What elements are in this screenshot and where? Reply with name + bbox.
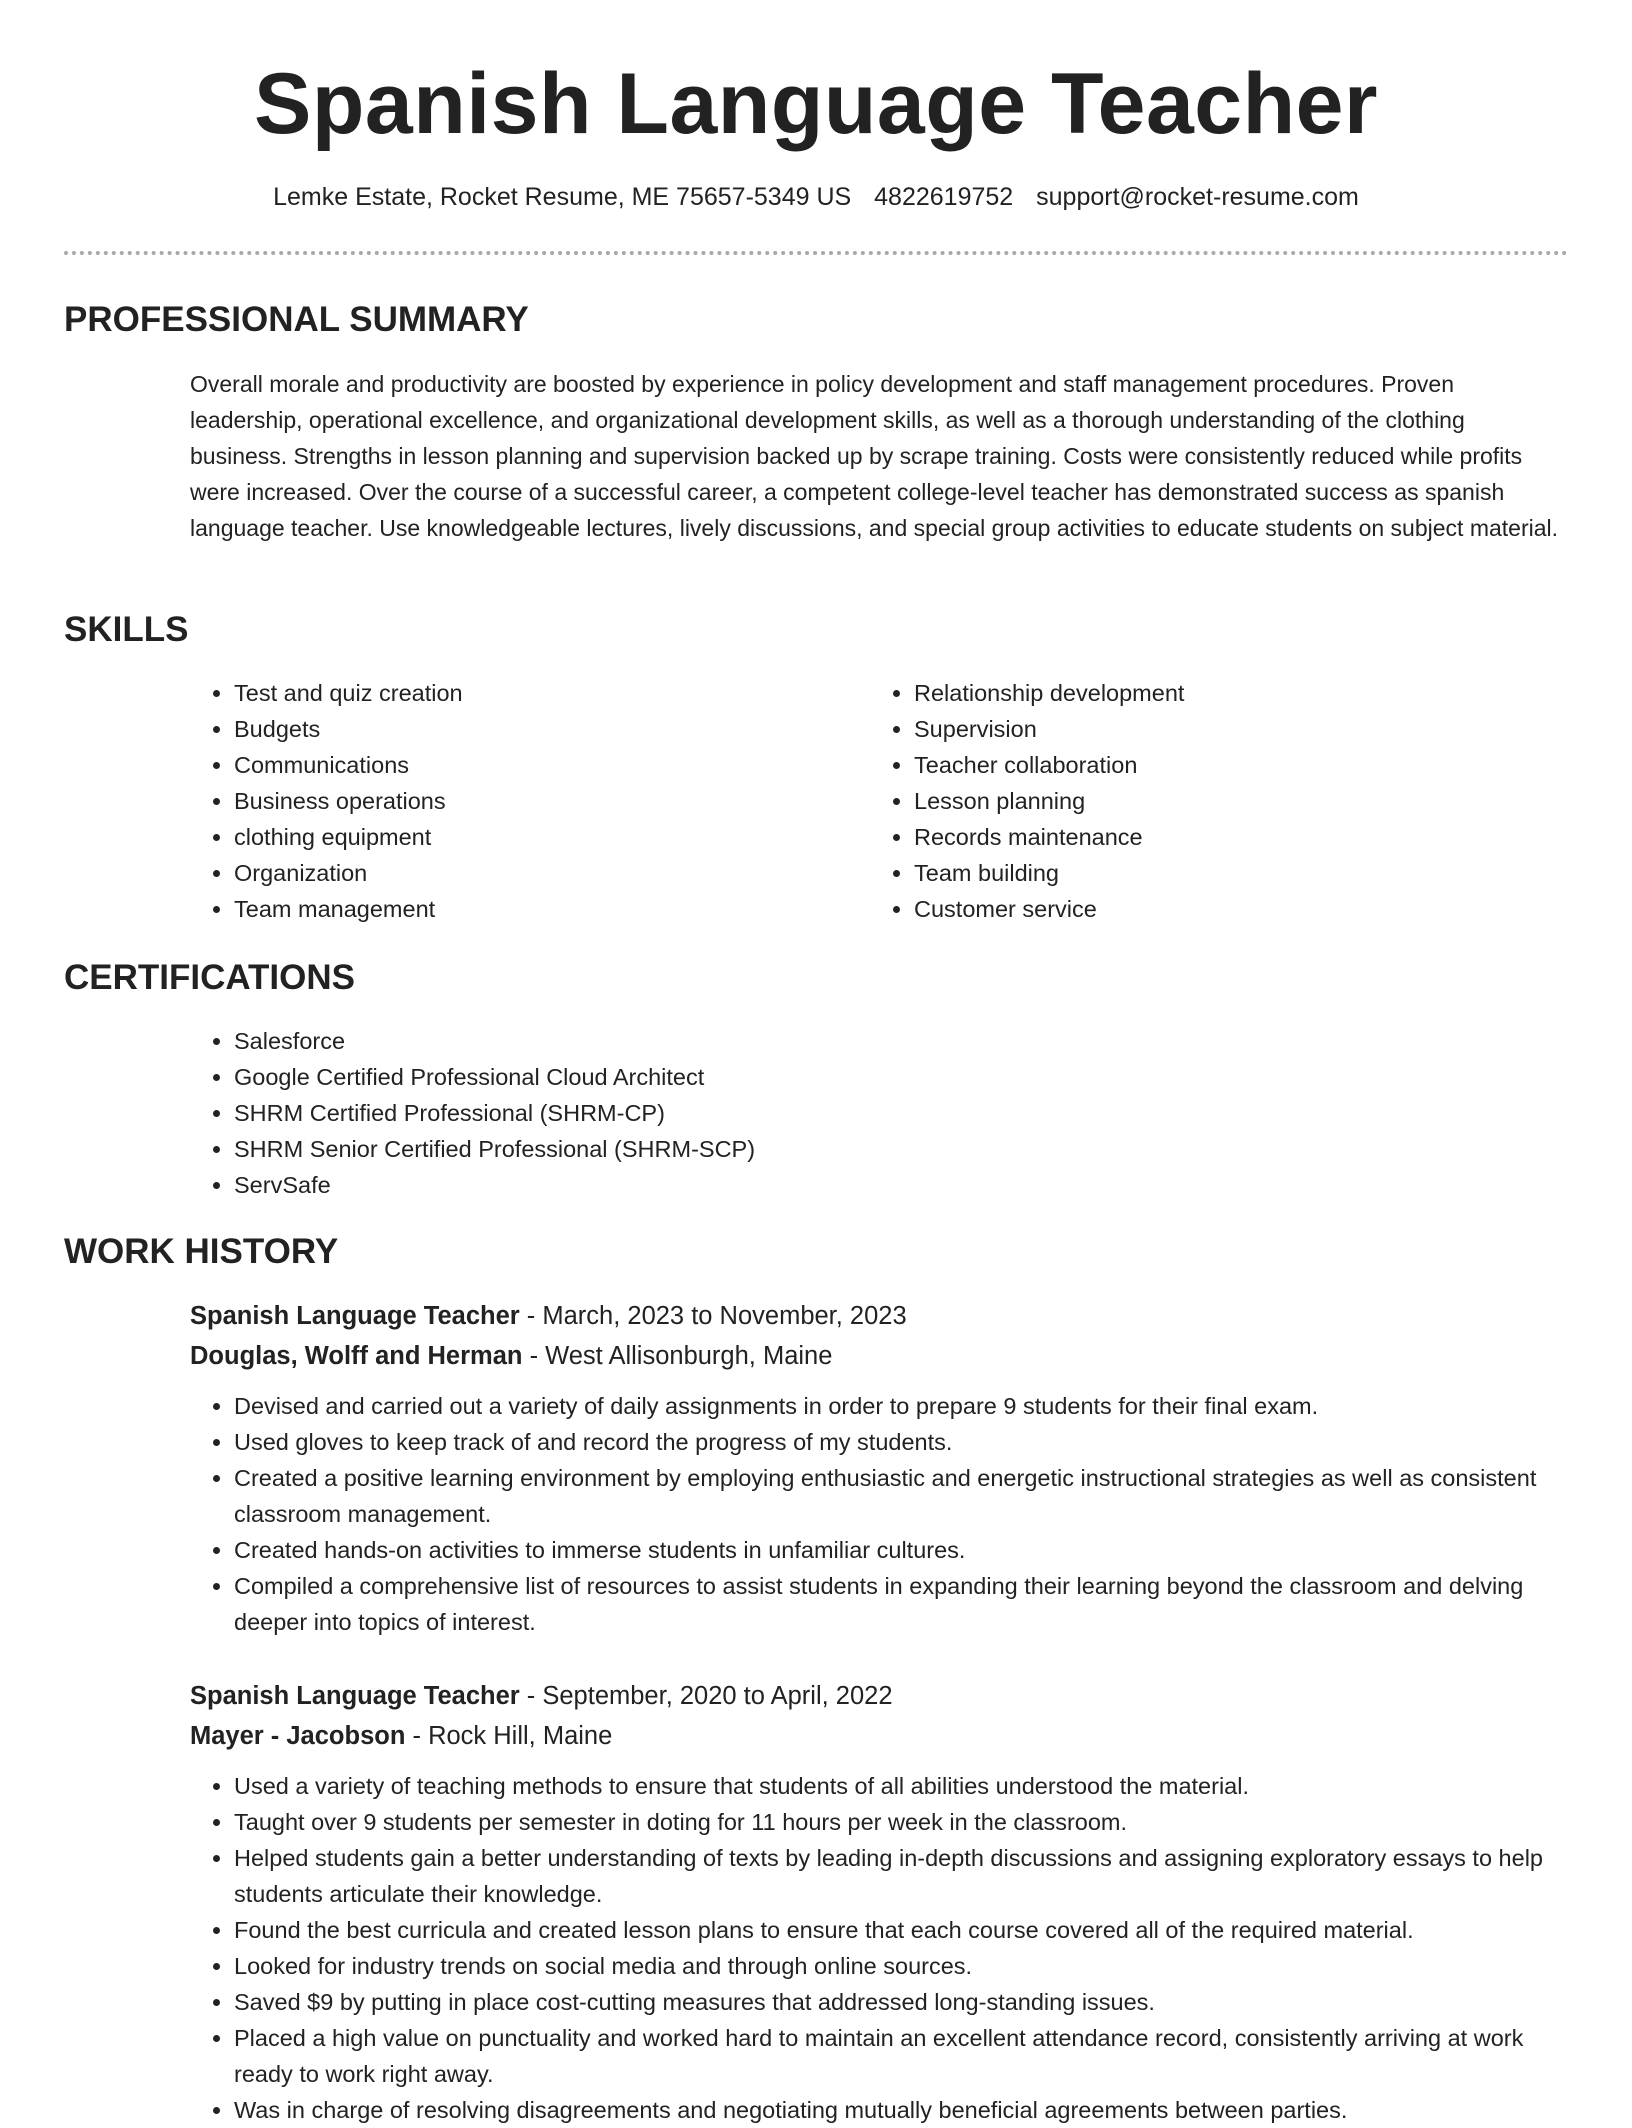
job-company-line [190, 1336, 1565, 1376]
job-bullets [190, 1768, 1565, 2128]
job-bullet: • Saved $9 by putting in place cost-cutting measures that addressed long-standing issues. [234, 1984, 1565, 2020]
skill-item: • Team building [914, 855, 1550, 891]
skill-item: • Team management [234, 891, 870, 927]
job-company-line [190, 1716, 1565, 1756]
job-bullet: • Looked for industry trends on social media and through online sources. [234, 1948, 1565, 1984]
job-company: Mayer - Jacobson [190, 1722, 406, 1750]
skills-list [190, 675, 1565, 927]
job-bullet: • Created a positive learning environment by employing enthusiastic and energetic instructional strategies as well as consistent classroom management. [234, 1460, 1565, 1532]
job-bullet: • Was in charge of resolving disagreements and negotiating mutually beneficial agreements between parties. [234, 2092, 1565, 2128]
job-bullet: • Helped students gain a better understanding of texts by leading in-depth discussions and assigning exploratory essays to help students articulate their knowledge. [234, 1840, 1565, 1912]
skill-item: • Business operations [234, 783, 870, 819]
skill-item: • Relationship development [914, 675, 1550, 711]
certification-item: • SHRM Certified Professional (SHRM-CP) [234, 1095, 1565, 1131]
skills-heading: SKILLS [64, 610, 189, 649]
work-history-heading: WORK HISTORY [64, 1232, 339, 1271]
skill-item: • Customer service [914, 891, 1550, 927]
job-location: - West Allisonburgh, Maine [522, 1342, 833, 1370]
resume-name: Spanish Language Teacher [254, 56, 1378, 152]
contact-line [0, 180, 1632, 214]
job-bullet: • Found the best curricula and created lesson plans to ensure that each course covered all of the required material. [234, 1912, 1565, 1948]
skill-item: • Organization [234, 855, 870, 891]
skill-item: • Test and quiz creation [234, 675, 870, 711]
summary-heading: PROFESSIONAL SUMMARY [64, 300, 529, 339]
job-location: - Rock Hill, Maine [405, 1722, 613, 1750]
job-bullet: • Used gloves to keep track of and record the progress of my students. [234, 1424, 1565, 1460]
job-dates: - September, 2020 to April, 2022 [519, 1682, 893, 1710]
certification-item: • SHRM Senior Certified Professional (SHRM-SCP) [234, 1131, 1565, 1167]
skill-item: • Lesson planning [914, 783, 1550, 819]
job-bullet: • Taught over 9 students per semester in doting for 11 hours per week in the classroom. [234, 1804, 1565, 1840]
contact-phone: 4822619752 [874, 183, 1014, 211]
skill-item: • Supervision [914, 711, 1550, 747]
skill-item: • Budgets [234, 711, 870, 747]
skills-left-column [190, 675, 870, 927]
certification-item: • Salesforce [234, 1023, 1565, 1059]
job-bullet: • Used a variety of teaching methods to ensure that students of all abilities understood the material. [234, 1768, 1565, 1804]
certifications-list [190, 1023, 1565, 1203]
job-entry [190, 1296, 1565, 1640]
skill-item: • Communications [234, 747, 870, 783]
header-divider [64, 251, 1568, 255]
certification-item: • Google Certified Professional Cloud Architect [234, 1059, 1565, 1095]
job-bullet: • Placed a high value on punctuality and worked hard to maintain an excellent attendance record, consistently arriving at work ready to work right away. [234, 2020, 1565, 2092]
skill-item: • clothing equipment [234, 819, 870, 855]
contact-address: Lemke Estate, Rocket Resume, ME 75657-5349 US [273, 183, 852, 211]
job-bullet: • Devised and carried out a variety of daily assignments in order to prepare 9 students for their final exam. [234, 1388, 1565, 1424]
job-bullet: • Compiled a comprehensive list of resources to assist students in expanding their learning beyond the classroom and delving deeper into topics of interest. [234, 1568, 1565, 1640]
job-title-line [190, 1296, 1565, 1336]
certification-item: • ServSafe [234, 1167, 1565, 1203]
skill-item: • Teacher collaboration [914, 747, 1550, 783]
certifications-heading: CERTIFICATIONS [64, 958, 356, 997]
skills-right-column [870, 675, 1550, 927]
job-entry [190, 1676, 1565, 2128]
job-role: Spanish Language Teacher [190, 1682, 520, 1710]
job-role: Spanish Language Teacher [190, 1302, 520, 1330]
job-bullets [190, 1388, 1565, 1640]
job-bullet: • Created hands-on activities to immerse students in unfamiliar cultures. [234, 1532, 1565, 1568]
contact-email: support@rocket-resume.com [1036, 183, 1359, 211]
summary-text: Overall morale and productivity are boosted by experience in policy development and staff management procedures. Proven leadership, operational excellence, and organizational development skills, as well as a thorough understanding of the clothing business. Strengths in lesson planning and supervision backed up by scrape training. Costs were consistently reduced while profits were increased. Over the course of a successful career, a competent college-level teacher has demonstrated success as spanish language teacher. Use knowledgeable lectures, lively discussions, and special group activities to educate students on subject material. [190, 371, 1559, 541]
skill-item: • Records maintenance [914, 819, 1550, 855]
job-company: Douglas, Wolff and Herman [190, 1342, 523, 1370]
job-title-line [190, 1676, 1565, 1716]
job-dates: - March, 2023 to November, 2023 [519, 1302, 907, 1330]
